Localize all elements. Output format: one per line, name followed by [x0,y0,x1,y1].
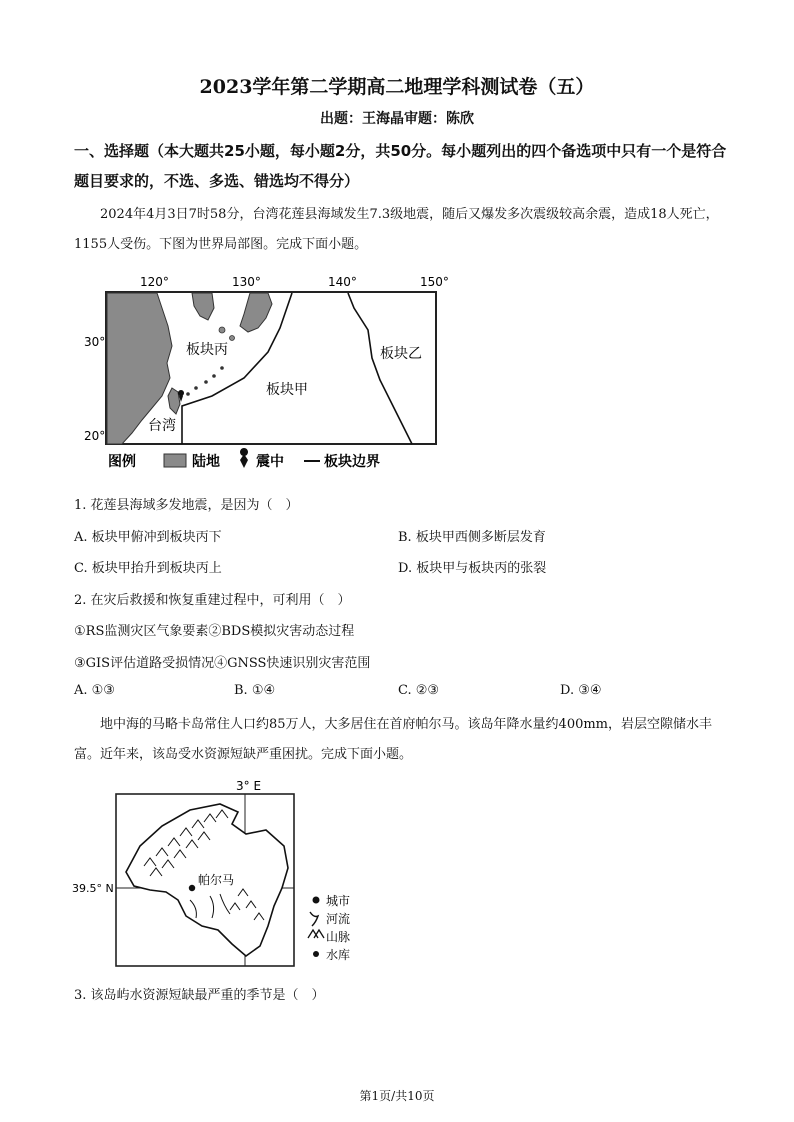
legend-mountain-label: 山脉 [326,930,351,944]
lat-label-39-5n: 39.5° N [72,882,114,895]
palma-city-dot [189,885,195,891]
q2-option-c[interactable]: C. ②③ [398,683,440,698]
page-footer: 第1页/共10页 [359,1089,435,1103]
q1-option-c[interactable]: C. 板块甲抬升到板块丙上 [74,561,222,576]
q2-option-d[interactable]: D. ③④ [560,683,602,698]
lat-label-20: 20° [84,429,106,443]
q1-option-a[interactable]: A. 板块甲俯冲到板块丙下 [74,530,222,545]
lon-label-150: 150° [420,275,449,289]
section-heading: 一、选择题（本大题共25小题，每小题2分，共50分。每小题列出的四个备选项中只有一个是符合题目要求的，不选、多选、错选均不得分） [74,142,727,190]
q2-item-line-2: ③GIS评估道路受损情况④GNSS快速识别灾害范围 [74,656,371,671]
lon-label-120: 120° [140,275,169,289]
legend-mountain-icon [308,930,324,938]
legend-epicenter-label: 震中 [256,454,284,470]
legend-city-label: 城市 [326,894,351,908]
mallorca-map [70,776,370,972]
plate-label-jia: 板块甲 [266,382,308,398]
q2-stem: 2. 在灾后救援和恢复重建过程中，可利用（ ） [74,593,351,608]
intro-paragraph-2: 地中海的马略卡岛常住人口约85万人，大多居住在首府帕尔马。该岛年降水量约400mm，岩层空隙储水丰富。近年来，该岛受水资源短缺严重困扰。完成下面小题。 [74,717,713,762]
legend-title: 图例 [108,454,136,470]
lon-label-3e: 3° E [236,779,262,793]
legend-reservoir-label: 水库 [326,948,351,962]
legend-land-label: 陆地 [192,454,220,470]
q1-option-d[interactable]: D. 板块甲与板块丙的张裂 [398,561,547,576]
taiwan-label: 台湾 [148,418,176,434]
lon-label-140: 140° [328,275,357,289]
legend-land-swatch [164,454,186,467]
legend-reservoir-icon [313,951,319,957]
q1-option-b[interactable]: B. 板块甲西侧多断层发育 [398,530,546,545]
q2-option-a[interactable]: A. ①③ [74,683,115,698]
plate-label-yi: 板块乙 [380,346,422,362]
legend-river-label: 河流 [326,912,351,926]
lat-label-30: 30° [84,335,106,349]
page-title: 2023学年第二学期高二地理学科测试卷（五） [199,76,595,98]
plate-label-bing: 板块丙 [186,342,228,358]
authors-line: 出题：王海晶审题：陈欣 [320,111,474,127]
lon-label-130: 130° [232,275,261,289]
legend-city-icon [313,897,320,904]
q3-stem: 3. 该岛屿水资源短缺最严重的季节是（ ） [74,988,325,1003]
legend-river-icon [310,912,318,926]
legend-epicenter-icon [240,448,248,468]
tectonic-map [72,268,452,474]
q2-option-b[interactable]: B. ①④ [234,683,276,698]
legend-boundary-label: 板块边界 [324,454,380,470]
q2-item-line-1: ①RS监测灾区气象要素②BDS模拟灾害动态过程 [74,624,355,639]
q1-stem: 1. 花莲县海域多发地震，是因为（ ） [74,498,299,513]
palma-label: 帕尔马 [198,873,235,887]
intro-paragraph-1: 2024年4月3日7时58分，台湾花莲县海域发生7.3级地震，随后又爆发多次震级较高余震，造成18人死亡，1155人受伤。下图为世界局部图。完成下面小题。 [74,207,719,252]
